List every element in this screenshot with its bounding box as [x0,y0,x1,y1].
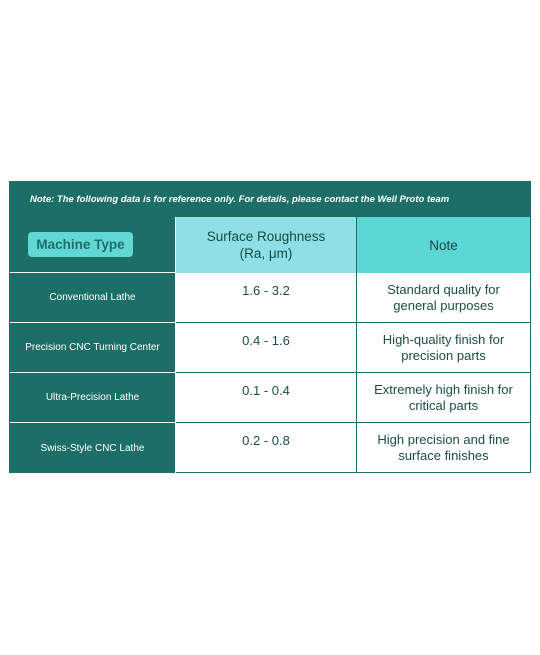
header-note: Note [357,217,530,273]
table-row [10,273,530,323]
machine-cell: Ultra-Precision Lathe [10,373,176,423]
header-surface-roughness: Surface Roughness (Ra, μm) [176,217,357,273]
table-grid [10,217,530,473]
table-row [10,323,530,373]
note-cell: Standard quality for general purposes [357,273,530,323]
table-row [10,423,530,473]
note-cell: Extremely high finish for critical parts [357,373,530,423]
machine-cell: Swiss-Style CNC Lathe [10,423,176,473]
note-cell: High-quality finish for precision parts [357,323,530,373]
roughness-cell: 1.6 - 3.2 [176,273,357,323]
table-row [10,373,530,423]
machine-cell: Conventional Lathe [10,273,176,323]
header-row [10,217,530,273]
header-machine-type-cell [10,217,176,273]
roughness-table [9,181,531,473]
machine-type-header: Machine Type [28,232,132,257]
roughness-cell: 0.4 - 1.6 [176,323,357,373]
machine-cell: Precision CNC Turning Center [10,323,176,373]
reference-note: Note: The following data is for reference only. For details, please contact the Well Proto team [10,182,530,217]
roughness-cell: 0.2 - 0.8 [176,423,357,473]
roughness-cell: 0.1 - 0.4 [176,373,357,423]
note-cell: High precision and fine surface finishes [357,423,530,473]
